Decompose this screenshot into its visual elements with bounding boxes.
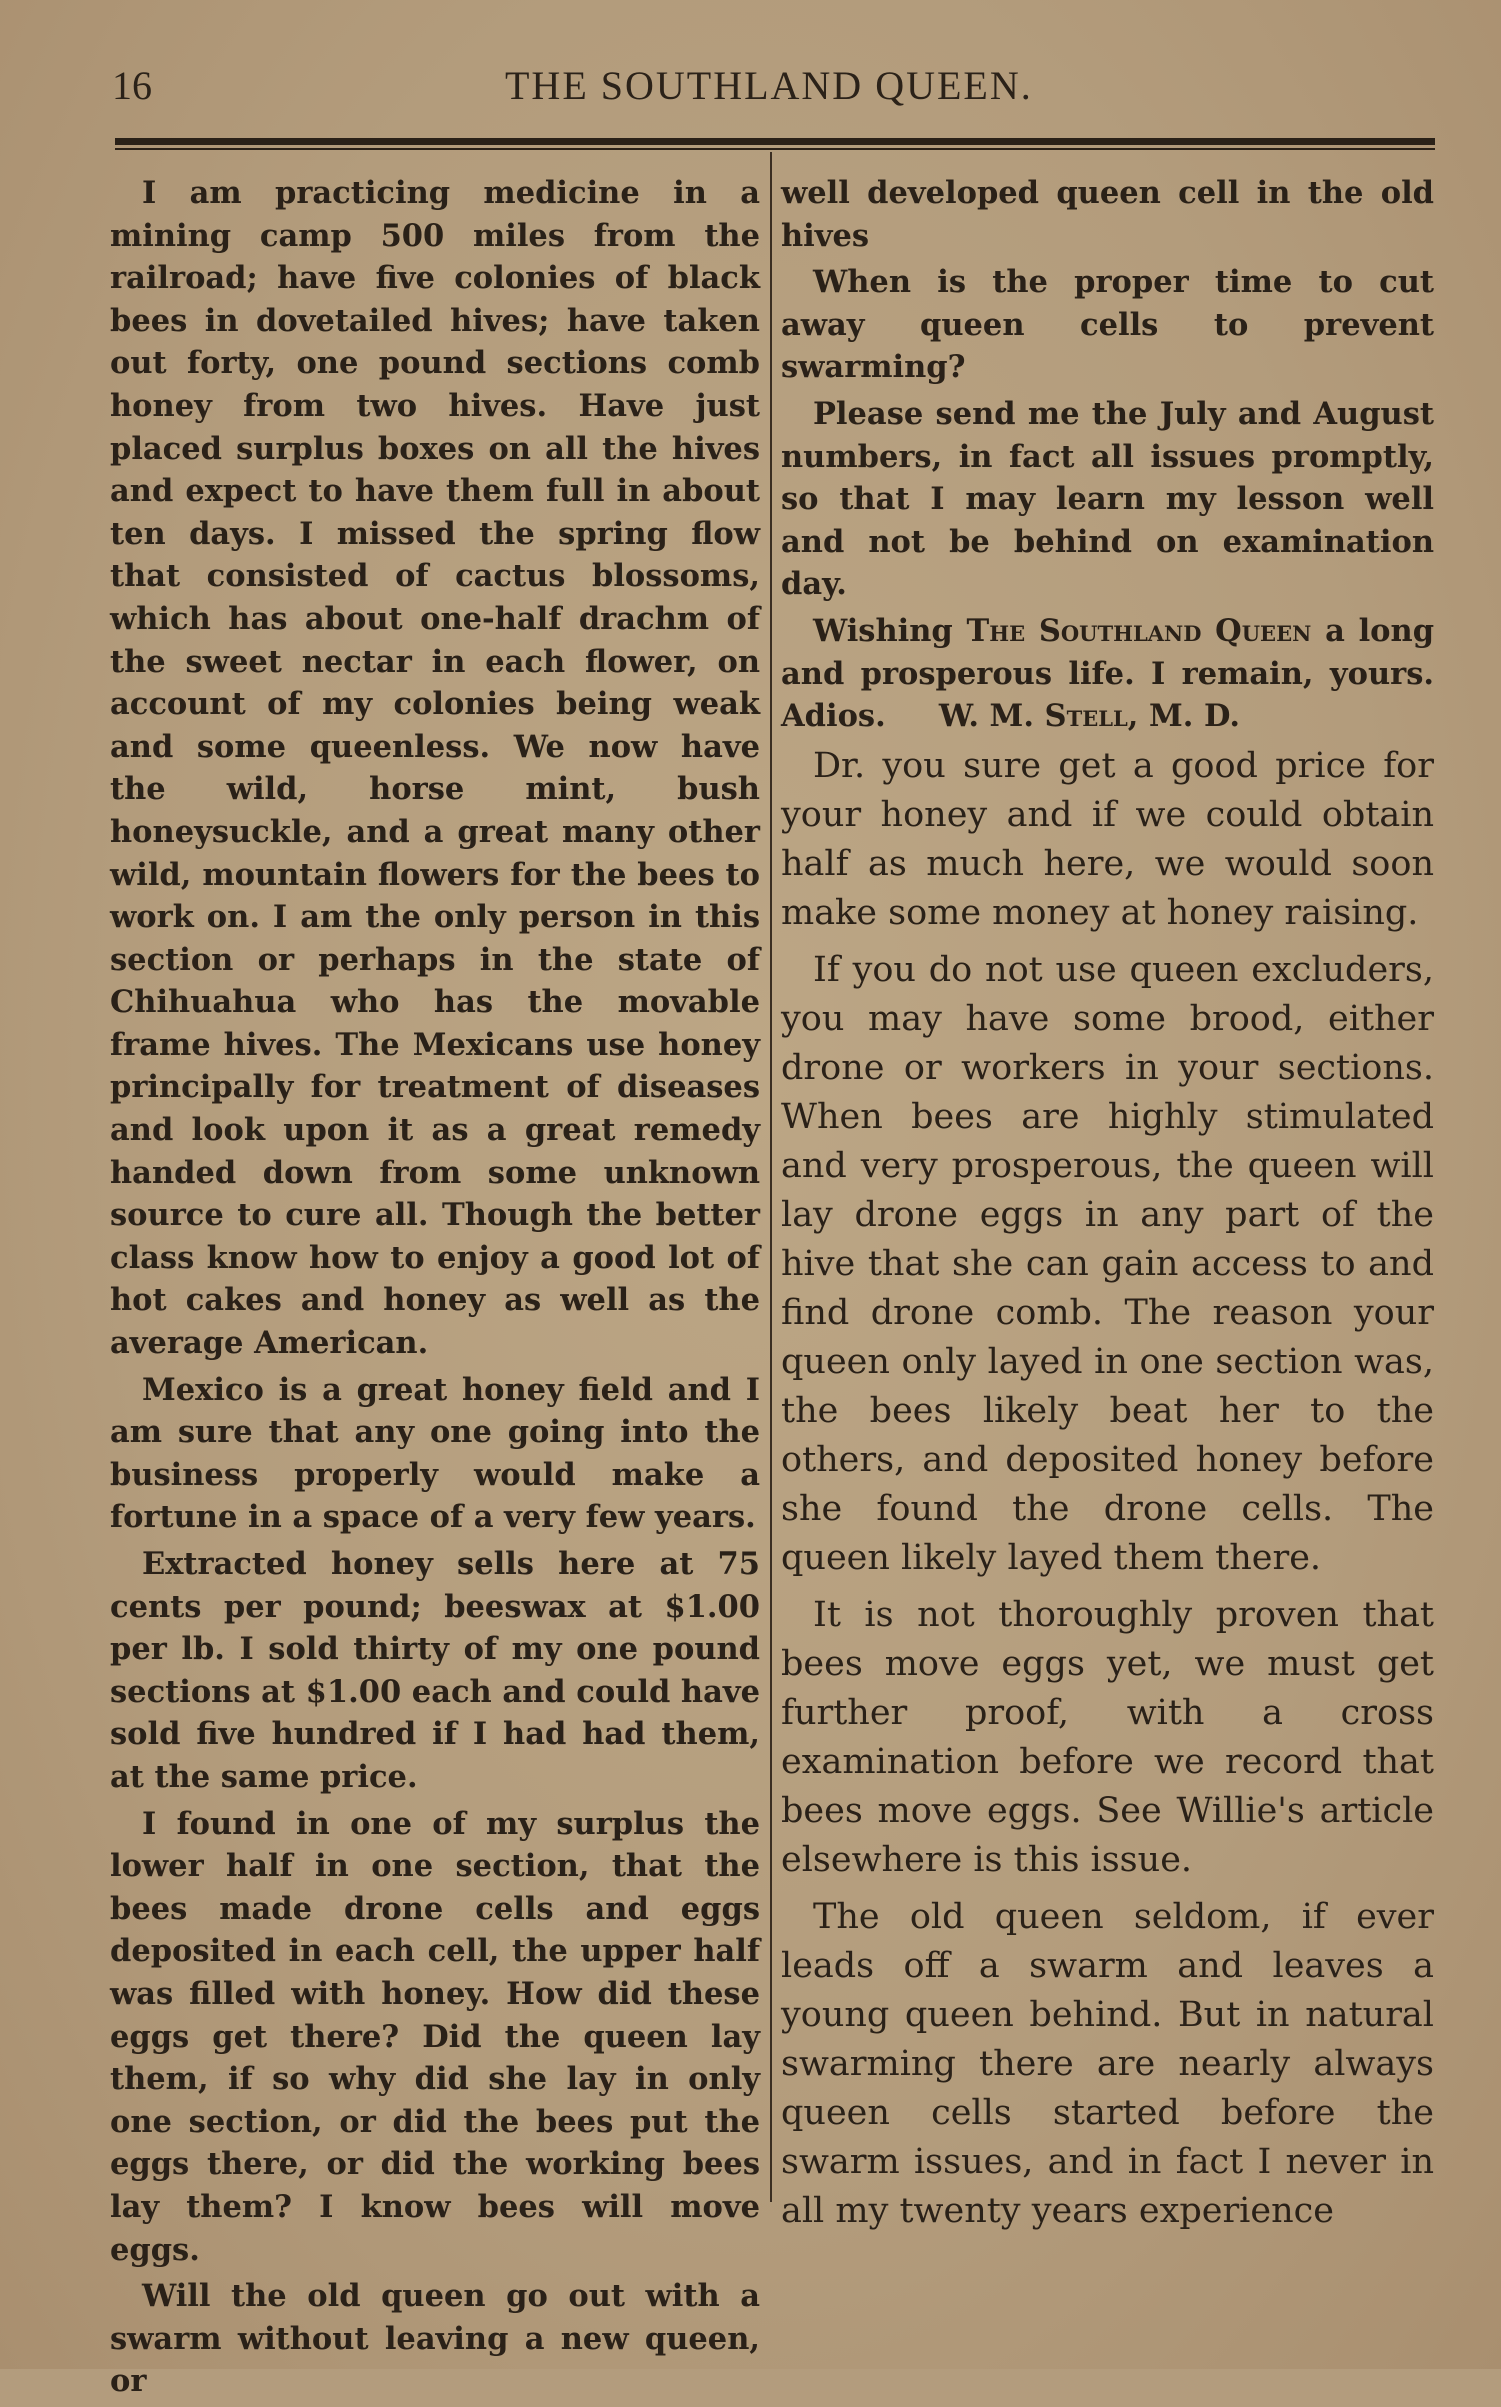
closing-text: Wishing — [813, 612, 953, 649]
closing-rest: a long and prosperous life. I remain, yours. Adios. — [781, 612, 1435, 735]
right-column — [781, 172, 1434, 2244]
journal-name: The Southland Queen — [966, 612, 1312, 649]
paragraph: Extracted honey sells here at 75 cents per pound; beeswax at $1.00 per lb. I sold thirty of my one pound sections at $1.00 each and could have sold five hundred if I had had them, at the same price. — [110, 1546, 760, 1795]
paragraph: I am practicing medicine in a mining camp 500 miles from the railroad; have five colonies of black bees in dovetailed hives; have taken out forty, one pound sections comb honey from two hives. Have just placed surplus boxes on all the hives and expect to have them full in about ten days. I missed the spring flow that consisted of cactus blossoms, which has about one-half drachm of the sweet nectar in each flower, on account of my colonies being weak and some queenless. We now have the wild, horse mint, bush honeysuckle, and a great many other wild, mountain flowers for the bees to work on. I am the only person in this section or perhaps in the state of Chihuahua who has the movable frame hives. The Mexicans use honey principally for treatment of diseases and look upon it as a great remedy handed down from some unknown source to cure all. Though the better class know how to enjoy a good lot of hot cakes and honey as well as the average American. — [110, 175, 760, 1362]
reply-paragraph: It is not thoroughly proven that bees move eggs yet, we must get further proof, with a cross examination before we record that bees move eggs. See Willie's article elsewhere is this issue. — [781, 1594, 1434, 1880]
page-number: 16 — [112, 63, 152, 108]
paragraph: Mexico is a great honey field and I am sure that any one going into the business properly would make a fortune in a space of a very few years. — [110, 1371, 760, 1536]
signature: W. M. Stell, M. D. — [938, 698, 1240, 735]
reply-paragraph: Dr. you sure get a good price for your honey and if we could obtain half as much here, we would soon make some money at honey raising. — [781, 745, 1434, 933]
paragraph: I found in one of my surplus the lower half in one section, that the bees made drone cells and eggs deposited in each cell, the upper half was filled with honey. How did these eggs get there? Did the queen lay them, if so why did she lay in only one section, or did the bees put the eggs there, or did the working bees lay them? I know bees will move eggs. — [110, 1805, 760, 2268]
reply-paragraph: If you do not use queen excluders, you may have some brood, either drone or workers in your sections. When bees are highly stimulated and very prosperous, the queen will lay drone eggs in any part of the hive that she can gain access to and find drone comb. The reason your queen only layed in one section was, the bees likely beat her to the others, and deposited honey before she found the drone cells. The queen likely layed them there. — [781, 949, 1434, 1578]
paragraph: Will the old queen go out with a swarm without leaving a new queen, or — [110, 2278, 760, 2400]
paragraph: well developed queen cell in the old hives — [781, 175, 1434, 254]
header-rule-thin — [115, 148, 1435, 150]
paragraph: When is the proper time to cut away queen cells to prevent swarming? — [781, 264, 1434, 386]
reply-paragraph: The old queen seldom, if ever leads off a swarm and leaves a young queen behind. But in natural swarming there are nearly always queen cells started before the swarm issues, and in fact I never in all my twenty years experience — [781, 1896, 1434, 2231]
column-divider — [770, 152, 772, 2202]
left-column — [110, 172, 760, 2407]
paragraph: Please send me the July and August numbers, in fact all issues promptly, so that I may learn my lesson well and not be behind on examination day. — [781, 395, 1434, 603]
header-rule — [115, 138, 1435, 145]
page-title: THE SOUTHLAND QUEEN. — [505, 63, 1033, 108]
paragraph-closing — [781, 610, 1434, 738]
